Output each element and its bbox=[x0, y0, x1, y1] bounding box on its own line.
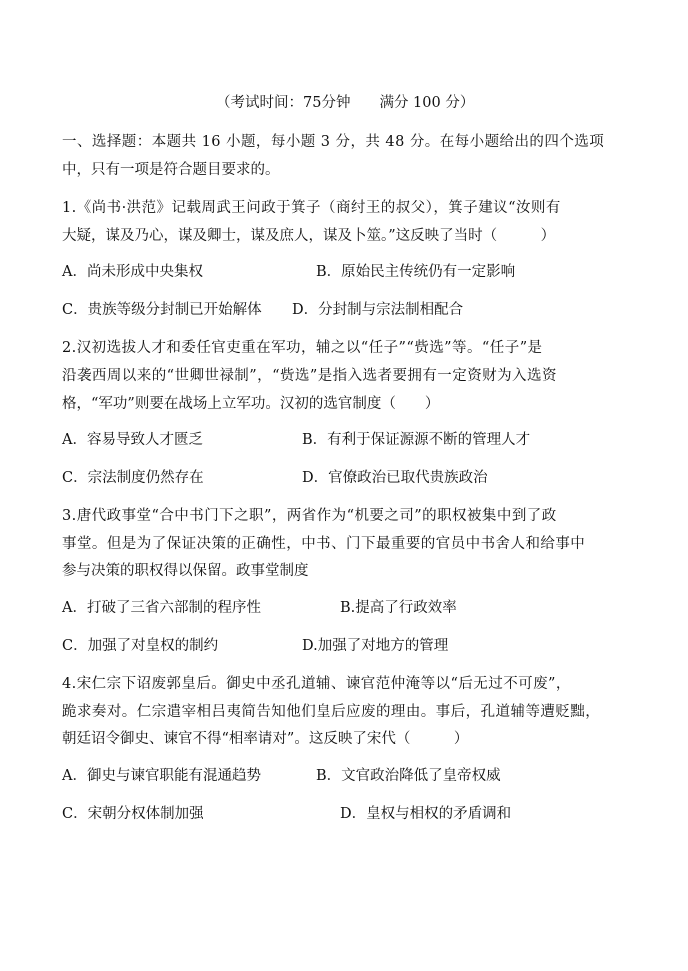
question-4-option-c: C．宋朝分权体制加强 bbox=[62, 806, 204, 822]
question-2-line-3: 格，“军功”则要在战场上立军功。汉初的选官制度（ ） bbox=[62, 396, 440, 412]
question-4-line-1: 4.宋仁宗下诏废郭皇后。御史中丞孔道辅、谏官范仲淹等以“后无过不可废”， bbox=[62, 676, 571, 692]
question-1-option-d: D．分封制与宗法制相配合 bbox=[292, 302, 464, 318]
question-4-line-3: 朝廷诏令御史、谏官不得“相率请对”。这反映了宋代（ ） bbox=[62, 731, 469, 747]
question-2-option-b: B．有利于保证源源不断的管理人才 bbox=[302, 432, 531, 448]
section-heading-line-1: 一、选择题：本题共 16 小题，每小题 3 分，共 48 分。在每小题给出的四个选项 bbox=[62, 134, 605, 150]
question-1-option-c: C．贵族等级分封制已开始解体 bbox=[62, 302, 262, 318]
question-1-line-1: 1.《尚书·洪范》记载周武王问政于箕子（商纣王的叔父），箕子建议“汝则有 bbox=[62, 200, 561, 216]
question-3-line-3: 参与决策的职权得以保留。政事堂制度 bbox=[62, 563, 309, 579]
question-2-line-2: 沿袭西周以来的“世卿世禄制”，“赀选”是指入选者要拥有一定资财为入选资 bbox=[62, 368, 557, 384]
question-3-line-1: 3.唐代政事堂“合中书门下之职”，两省作为“机要之司”的职权被集中到了政 bbox=[62, 508, 557, 524]
question-4-option-b: B．文官政治降低了皇帝权威 bbox=[316, 768, 501, 784]
question-1-line-2: 大疑，谋及乃心，谋及卿士，谋及庶人，谋及卜筮。”这反映了当时（ ） bbox=[62, 228, 556, 244]
question-3-option-b: B.提高了行政效率 bbox=[340, 600, 457, 616]
question-3-option-c: C．加强了对皇权的制约 bbox=[62, 638, 219, 654]
question-2-option-d: D．官僚政治已取代贵族政治 bbox=[302, 470, 488, 486]
question-2-option-c: C．宗法制度仍然存在 bbox=[62, 470, 204, 486]
question-2-line-1: 2.汉初选拔人才和委任官吏重在军功，辅之以“任子”“赀选”等。“任子”是 bbox=[62, 340, 543, 356]
question-1-option-a: A．尚未形成中央集权 bbox=[62, 264, 203, 280]
question-4-line-2: 跪求奏对。仁宗遣宰相吕夷简告知他们皇后应废的理由。事后，孔道辅等遭贬黜， bbox=[62, 704, 601, 720]
question-4-option-a: A．御史与谏官职能有混通趋势 bbox=[62, 768, 261, 784]
question-3-option-a: A．打破了三省六部制的程序性 bbox=[62, 600, 261, 616]
question-2-option-a: A．容易导致人才匮乏 bbox=[62, 432, 203, 448]
exam-time-header: （考试时间：75分钟 满分 100 分） bbox=[216, 95, 475, 111]
question-4-option-d: D．皇权与相权的矛盾调和 bbox=[340, 806, 512, 822]
section-heading-line-2: 中，只有一项是符合题目要求的。 bbox=[62, 162, 280, 178]
question-1-option-b: B．原始民主传统仍有一定影响 bbox=[316, 264, 516, 280]
question-3-option-d: D.加强了对地方的管理 bbox=[302, 638, 449, 654]
question-3-line-2: 事堂。但是为了保证决策的正确性，中书、门下最重要的官员中书舍人和给事中 bbox=[62, 536, 586, 552]
